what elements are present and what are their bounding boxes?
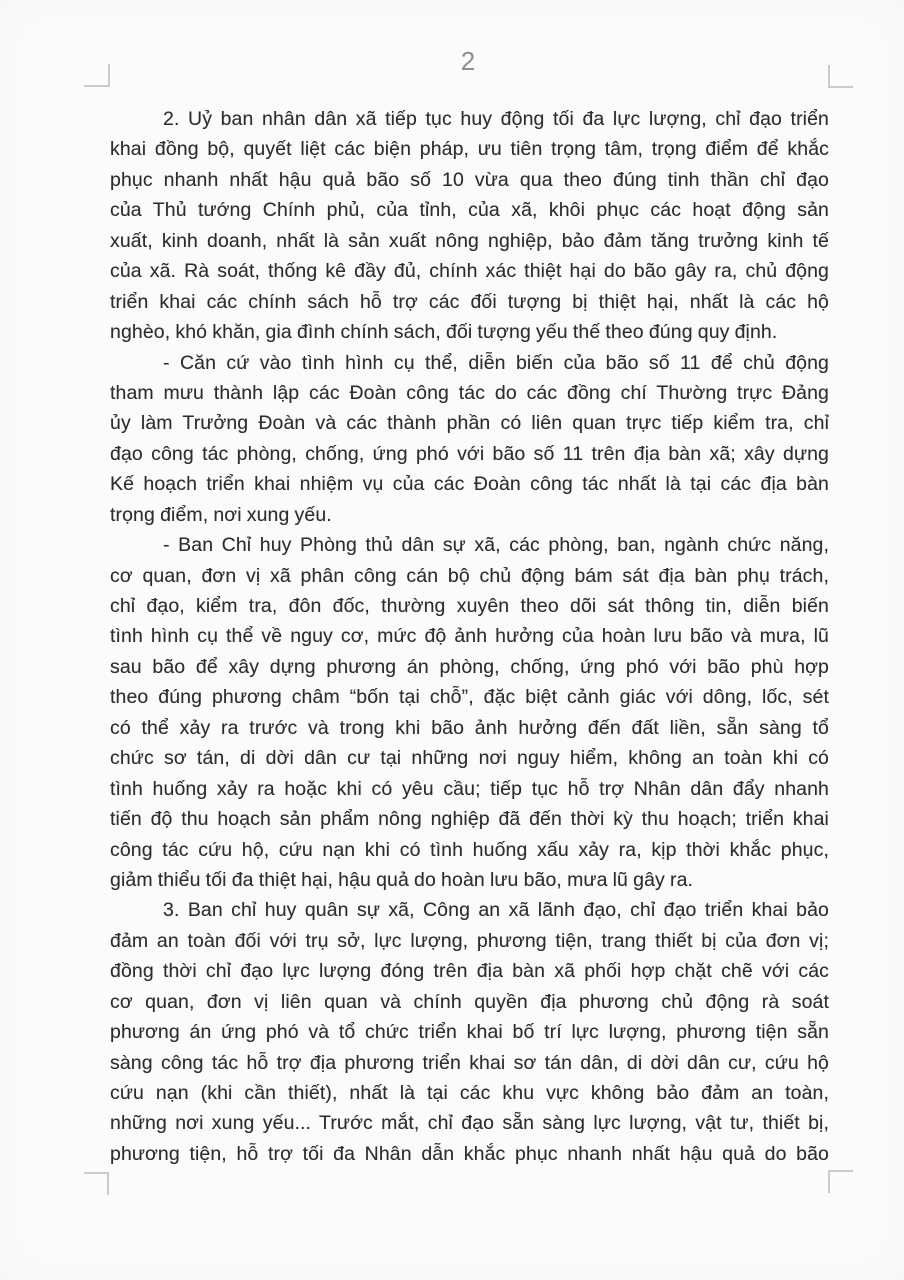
document-body bbox=[110, 104, 829, 1169]
text-line: đảm an toàn đối với trụ sở, lực lượng, phương tiện, trang thiết bị của đơn vị; bbox=[110, 929, 829, 952]
text-line: giảm thiểu tối đa thiệt hại, hậu quả do hoàn lưu bão, mưa lũ gây ra. bbox=[110, 868, 694, 891]
text-line: tình hình cụ thể về nguy cơ, mức độ ảnh hưởng của hoàn lưu bão và mưa, lũ bbox=[110, 625, 829, 648]
text-line: phục nhanh nhất hậu quả bão số 10 vừa qua theo đúng tinh thần chỉ đạo bbox=[110, 168, 829, 191]
text-line: - Ban Chỉ huy Phòng thủ dân sự xã, các phòng, ban, ngành chức năng, bbox=[163, 534, 829, 557]
text-line: đồng thời chỉ đạo lực lượng đóng trên địa bàn xã phối hợp chặt chẽ với các bbox=[110, 960, 829, 983]
paragraph-ban-chi-huy-phong-thu bbox=[110, 530, 829, 895]
page-number: 2 bbox=[460, 46, 476, 76]
text-line: có thể xảy ra trước và trong khi bão ảnh hưởng đến đất liền, sẵn sàng tổ bbox=[110, 716, 829, 739]
paragraph-2-uy-ban-nhan-dan bbox=[110, 104, 829, 348]
text-line: cơ quan, đơn vị liên quan và chính quyền địa phương chủ động rà soát bbox=[110, 990, 829, 1013]
text-line: sau bão để xây dựng phương án phòng, chống, ứng phó với bão phù hợp bbox=[110, 655, 829, 678]
text-line: cơ quan, đơn vị xã phân công cán bộ chủ động bám sát địa bàn phụ trách, bbox=[110, 564, 829, 587]
text-line: triển khai các chính sách hỗ trợ các đối tượng bị thiệt hại, nhất là các hộ bbox=[110, 290, 829, 313]
text-boundary-mark-bottom-left bbox=[84, 1172, 109, 1195]
text-line: tham mưu thành lập các Đoàn công tác do các đồng chí Thường trực Đảng bbox=[110, 381, 829, 404]
text-line: theo đúng phương châm “bốn tại chỗ”, đặc biệt cảnh giác với dông, lốc, sét bbox=[110, 686, 829, 709]
text-line: chỉ đạo, kiểm tra, đôn đốc, thường xuyên theo dõi sát thông tin, diễn biến bbox=[110, 595, 829, 617]
text-line: tiến độ thu hoạch sản phẩm nông nghiệp đã đến thời kỳ thu hoạch; triển khai bbox=[110, 808, 829, 831]
text-line: khai đồng bộ, quyết liệt các biện pháp, ưu tiên trọng tâm, trọng điểm để khắc bbox=[110, 138, 829, 161]
text-boundary-mark-bottom-right bbox=[828, 1170, 853, 1193]
paragraph-3-quan-su-cong-an bbox=[110, 895, 829, 1169]
text-line: chức sơ tán, di dời dân cư tại những nơi nguy hiểm, không an toàn khi có bbox=[110, 747, 829, 770]
text-line: công tác cứu hộ, cứu nạn khi có tình huống xấu xảy ra, kịp thời khắc phục, bbox=[110, 838, 829, 861]
text-line: - Căn cứ vào tình hình cụ thể, diễn biến của bão số 11 để chủ động bbox=[163, 351, 829, 374]
text-line: của Thủ tướng Chính phủ, của tỉnh, của xã, khôi phục các hoạt động sản bbox=[110, 199, 829, 222]
text-line: xuất, kinh doanh, nhất là sản xuất nông nghiệp, bảo đảm tăng trưởng kinh tế bbox=[110, 229, 829, 252]
text-line: 2. Uỷ ban nhân dân xã tiếp tục huy động tối đa lực lượng, chỉ đạo triển bbox=[163, 108, 829, 130]
text-boundary-mark-top-right bbox=[828, 65, 853, 88]
text-line: của xã. Rà soát, thống kê đầy đủ, chính xác thiệt hại do bão gây ra, chủ động bbox=[110, 260, 829, 283]
text-line: Kế hoạch triển khai nhiệm vụ của các Đoàn công tác nhất là tại các địa bàn bbox=[110, 473, 829, 496]
text-line: những nơi xung yếu... Trước mắt, chỉ đạo sẵn sàng lực lượng, vật tư, thiết bị, bbox=[110, 1112, 829, 1135]
text-line: cứu nạn (khi cần thiết), nhất là tại các khu vực không bảo đảm an toàn, bbox=[110, 1082, 829, 1104]
text-line: tình huống xảy ra hoặc khi có yêu cầu; tiếp tục hỗ trợ Nhân dân đẩy nhanh bbox=[110, 777, 829, 800]
text-line: trọng điểm, nơi xung yếu. bbox=[110, 503, 332, 526]
paragraph-can-cu-bao-so-11 bbox=[110, 348, 829, 531]
text-line: đạo công tác phòng, chống, ứng phó với bão số 11 trên địa bàn xã; xây dựng bbox=[110, 442, 829, 465]
text-line: 3. Ban chỉ huy quân sự xã, Công an xã lãnh đạo, chỉ đạo triển khai bảo bbox=[163, 899, 829, 922]
text-line: phương tiện, hỗ trợ tối đa Nhân dẫn khắc phục nhanh nhất hậu quả do bão bbox=[110, 1142, 829, 1165]
text-line: phương án ứng phó và tổ chức triển khai bố trí lực lượng, phương tiện sẵn bbox=[110, 1021, 829, 1044]
text-line: nghèo, khó khăn, gia đình chính sách, đối tượng yếu thế theo đúng quy định. bbox=[110, 321, 778, 344]
text-boundary-mark-top-left bbox=[84, 64, 110, 87]
text-line: ủy làm Trưởng Đoàn và các thành phần có liên quan trực tiếp kiểm tra, chỉ bbox=[110, 412, 829, 435]
text-line: sàng công tác hỗ trợ địa phương triển khai sơ tán dân, di dời dân cư, cứu hộ bbox=[110, 1051, 829, 1074]
